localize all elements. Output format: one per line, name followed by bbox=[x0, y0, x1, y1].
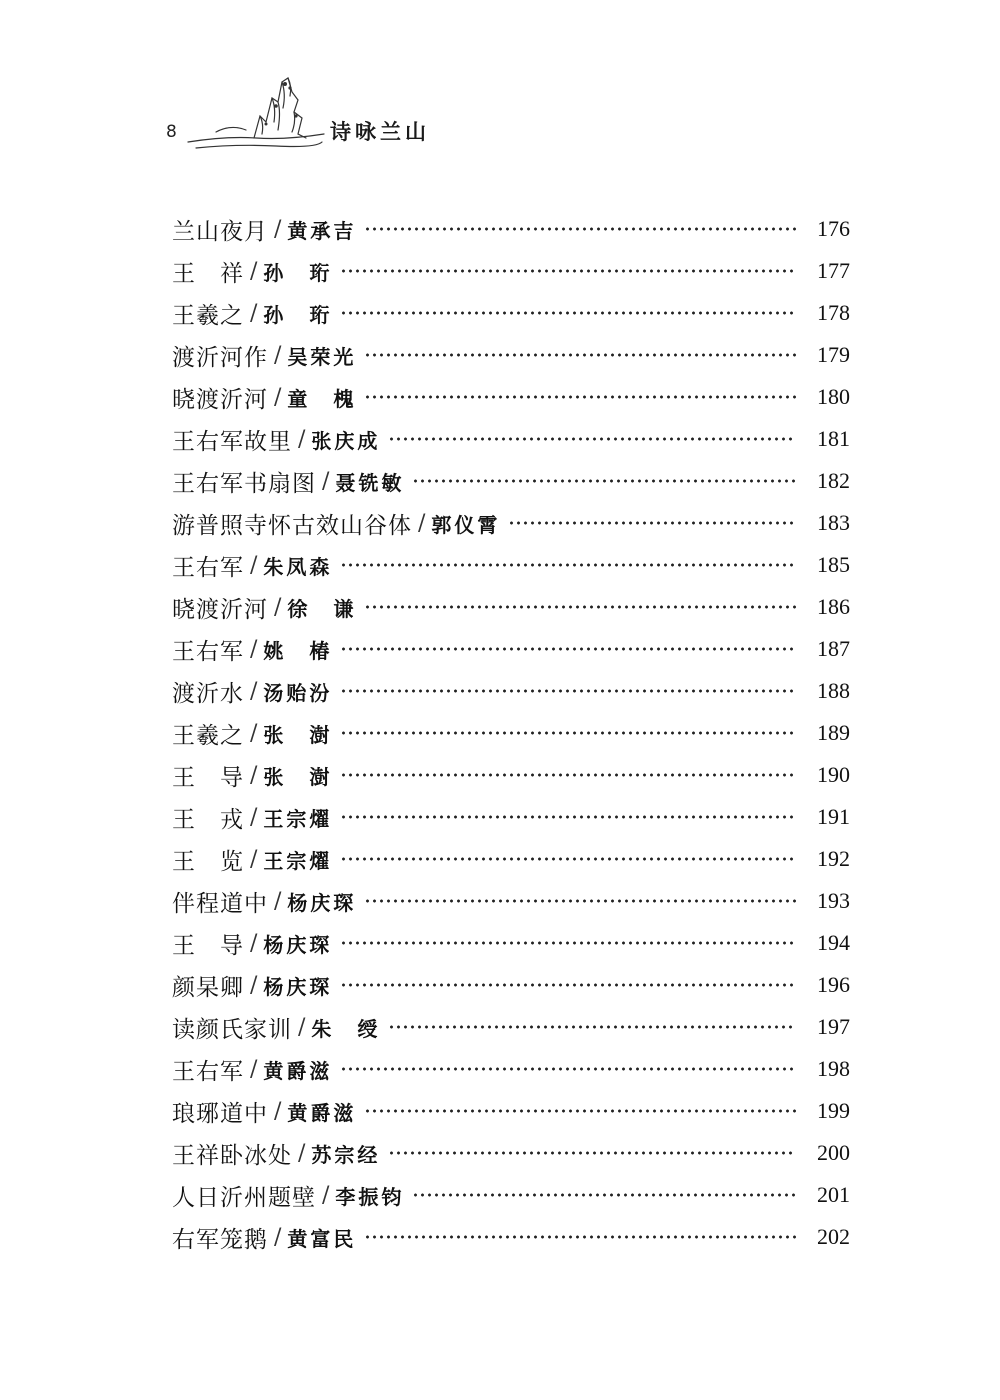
toc-entry bbox=[172, 502, 850, 544]
dot-leader bbox=[340, 857, 796, 861]
toc-entry bbox=[172, 208, 850, 250]
entry-page-number: 185 bbox=[817, 552, 850, 577]
entry-author: 汤贻汾 bbox=[263, 680, 333, 705]
entry-author: 黄爵滋 bbox=[263, 1058, 333, 1083]
page-header bbox=[0, 0, 1000, 180]
entry-title: 王右军故里 bbox=[172, 428, 292, 455]
entry-author: 黄爵滋 bbox=[287, 1100, 357, 1125]
entry-separator: / bbox=[250, 636, 258, 662]
entry-page-number: 194 bbox=[817, 930, 850, 955]
dot-leader bbox=[340, 563, 796, 567]
toc-entry bbox=[172, 712, 850, 754]
entry-author: 姚 椿 bbox=[263, 638, 333, 663]
toc-entry bbox=[172, 628, 850, 670]
entry-title: 王右军 bbox=[172, 554, 244, 581]
page-number: 8 bbox=[166, 122, 177, 142]
entry-author: 张庆成 bbox=[311, 428, 381, 453]
dot-leader bbox=[412, 479, 796, 483]
entry-separator: / bbox=[298, 1014, 306, 1040]
entry-page-number: 191 bbox=[817, 804, 850, 829]
entry-title: 颜杲卿 bbox=[172, 974, 244, 1001]
entry-author: 孙 珩 bbox=[263, 260, 333, 285]
entry-author: 朱 绶 bbox=[311, 1016, 381, 1041]
dot-leader bbox=[340, 731, 796, 735]
entry-page-number: 193 bbox=[817, 888, 850, 913]
toc-entry bbox=[172, 964, 850, 1006]
entry-page-number: 202 bbox=[817, 1224, 850, 1249]
entry-separator: / bbox=[322, 468, 330, 494]
entry-separator: / bbox=[250, 300, 258, 326]
entry-author: 聂铣敏 bbox=[335, 470, 405, 495]
book-title: 诗咏兰山 bbox=[330, 120, 430, 144]
entry-separator: / bbox=[322, 1182, 330, 1208]
entry-page-number: 187 bbox=[817, 636, 850, 661]
table-of-contents bbox=[172, 208, 850, 1258]
toc-entry bbox=[172, 544, 850, 586]
entry-separator: / bbox=[250, 678, 258, 704]
entry-page-number: 180 bbox=[817, 384, 850, 409]
dot-leader bbox=[388, 437, 796, 441]
entry-title: 王 戎 bbox=[172, 806, 244, 833]
toc-entry bbox=[172, 1006, 850, 1048]
entry-separator: / bbox=[274, 216, 282, 242]
entry-title: 渡沂河作 bbox=[172, 344, 268, 371]
entry-separator: / bbox=[250, 552, 258, 578]
dot-leader bbox=[340, 1067, 796, 1071]
entry-title: 王 祥 bbox=[172, 260, 244, 287]
entry-author: 吴荣光 bbox=[287, 344, 357, 369]
entry-separator: / bbox=[250, 762, 258, 788]
entry-author: 杨庆琛 bbox=[263, 974, 333, 999]
toc-entry bbox=[172, 880, 850, 922]
dot-leader bbox=[364, 1109, 796, 1113]
entry-title: 王右军书扇图 bbox=[172, 470, 316, 497]
toc-entry bbox=[172, 1216, 850, 1258]
toc-entry bbox=[172, 1174, 850, 1216]
entry-page-number: 178 bbox=[817, 300, 850, 325]
entry-page-number: 192 bbox=[817, 846, 850, 871]
entry-page-number: 201 bbox=[817, 1182, 850, 1207]
toc-entry bbox=[172, 460, 850, 502]
entry-author: 苏宗经 bbox=[311, 1142, 381, 1167]
entry-page-number: 186 bbox=[817, 594, 850, 619]
dot-leader bbox=[364, 353, 796, 357]
toc-entry bbox=[172, 292, 850, 334]
entry-separator: / bbox=[298, 426, 306, 452]
entry-page-number: 190 bbox=[817, 762, 850, 787]
entry-author: 郭仪霄 bbox=[431, 512, 501, 537]
toc-entry bbox=[172, 838, 850, 880]
entry-title: 右军笼鹅 bbox=[172, 1226, 268, 1253]
entry-author: 徐 谦 bbox=[287, 596, 357, 621]
dot-leader bbox=[340, 647, 796, 651]
entry-author: 黄承吉 bbox=[287, 218, 357, 243]
entry-title: 琅琊道中 bbox=[172, 1100, 268, 1127]
entry-title: 王 览 bbox=[172, 848, 244, 875]
dot-leader bbox=[340, 773, 796, 777]
entry-title: 王 导 bbox=[172, 932, 244, 959]
entry-title: 王羲之 bbox=[172, 722, 244, 749]
entry-page-number: 199 bbox=[817, 1098, 850, 1123]
dot-leader bbox=[364, 899, 796, 903]
dot-leader bbox=[364, 605, 796, 609]
entry-separator: / bbox=[418, 510, 426, 536]
dot-leader bbox=[508, 521, 796, 525]
dot-leader bbox=[388, 1151, 796, 1155]
entry-author: 童 槐 bbox=[287, 386, 357, 411]
entry-separator: / bbox=[250, 258, 258, 284]
entry-separator: / bbox=[274, 1098, 282, 1124]
entry-title: 王右军 bbox=[172, 638, 244, 665]
entry-separator: / bbox=[274, 342, 282, 368]
dot-leader bbox=[412, 1193, 796, 1197]
entry-page-number: 182 bbox=[817, 468, 850, 493]
toc-entry bbox=[172, 586, 850, 628]
toc-entry bbox=[172, 796, 850, 838]
entry-page-number: 188 bbox=[817, 678, 850, 703]
entry-author: 杨庆琛 bbox=[287, 890, 357, 915]
entry-title: 伴程道中 bbox=[172, 890, 268, 917]
entry-title: 晓渡沂河 bbox=[172, 386, 268, 413]
toc-entry bbox=[172, 334, 850, 376]
dot-leader bbox=[340, 815, 796, 819]
entry-separator: / bbox=[274, 594, 282, 620]
entry-page-number: 196 bbox=[817, 972, 850, 997]
toc-entry bbox=[172, 1132, 850, 1174]
entry-author: 王宗燿 bbox=[263, 806, 333, 831]
entry-page-number: 183 bbox=[817, 510, 850, 535]
dot-leader bbox=[364, 227, 796, 231]
entry-separator: / bbox=[250, 804, 258, 830]
entry-title: 王祥卧冰处 bbox=[172, 1142, 292, 1169]
toc-entry bbox=[172, 376, 850, 418]
entry-title: 人日沂州题壁 bbox=[172, 1184, 316, 1211]
entry-title: 王羲之 bbox=[172, 302, 244, 329]
entry-page-number: 197 bbox=[817, 1014, 850, 1039]
dot-leader bbox=[340, 269, 796, 273]
entry-page-number: 198 bbox=[817, 1056, 850, 1081]
entry-separator: / bbox=[250, 972, 258, 998]
entry-title: 王右军 bbox=[172, 1058, 244, 1085]
entry-author: 孙 珩 bbox=[263, 302, 333, 327]
dot-leader bbox=[364, 395, 796, 399]
toc-entry bbox=[172, 418, 850, 460]
entry-separator: / bbox=[298, 1140, 306, 1166]
toc-entry bbox=[172, 1090, 850, 1132]
entry-separator: / bbox=[250, 930, 258, 956]
entry-page-number: 181 bbox=[817, 426, 850, 451]
dot-leader bbox=[340, 941, 796, 945]
entry-page-number: 189 bbox=[817, 720, 850, 745]
entry-page-number: 177 bbox=[817, 258, 850, 283]
entry-author: 王宗燿 bbox=[263, 848, 333, 873]
entry-author: 黄富民 bbox=[287, 1226, 357, 1251]
dot-leader bbox=[340, 689, 796, 693]
entry-title: 游普照寺怀古效山谷体 bbox=[172, 512, 412, 539]
entry-separator: / bbox=[250, 1056, 258, 1082]
entry-title: 晓渡沂河 bbox=[172, 596, 268, 623]
entry-page-number: 179 bbox=[817, 342, 850, 367]
entry-title: 兰山夜月 bbox=[172, 218, 268, 245]
entry-title: 读颜氏家训 bbox=[172, 1016, 292, 1043]
entry-title: 王 导 bbox=[172, 764, 244, 791]
entry-author: 朱凤森 bbox=[263, 554, 333, 579]
entry-page-number: 176 bbox=[817, 216, 850, 241]
mountain-landscape-icon bbox=[186, 72, 326, 156]
entry-author: 杨庆琛 bbox=[263, 932, 333, 957]
entry-title: 渡沂水 bbox=[172, 680, 244, 707]
entry-author: 张 澍 bbox=[263, 764, 333, 789]
entry-separator: / bbox=[274, 384, 282, 410]
entry-separator: / bbox=[250, 846, 258, 872]
entry-author: 张 澍 bbox=[263, 722, 333, 747]
dot-leader bbox=[340, 983, 796, 987]
dot-leader bbox=[340, 311, 796, 315]
entry-author: 李振钧 bbox=[335, 1184, 405, 1209]
entry-separator: / bbox=[250, 720, 258, 746]
entry-separator: / bbox=[274, 888, 282, 914]
toc-entry bbox=[172, 1048, 850, 1090]
entry-page-number: 200 bbox=[817, 1140, 850, 1165]
toc-entry bbox=[172, 250, 850, 292]
dot-leader bbox=[388, 1025, 796, 1029]
toc-entry bbox=[172, 754, 850, 796]
entry-separator: / bbox=[274, 1224, 282, 1250]
toc-entry bbox=[172, 670, 850, 712]
toc-entry bbox=[172, 922, 850, 964]
dot-leader bbox=[364, 1235, 796, 1239]
